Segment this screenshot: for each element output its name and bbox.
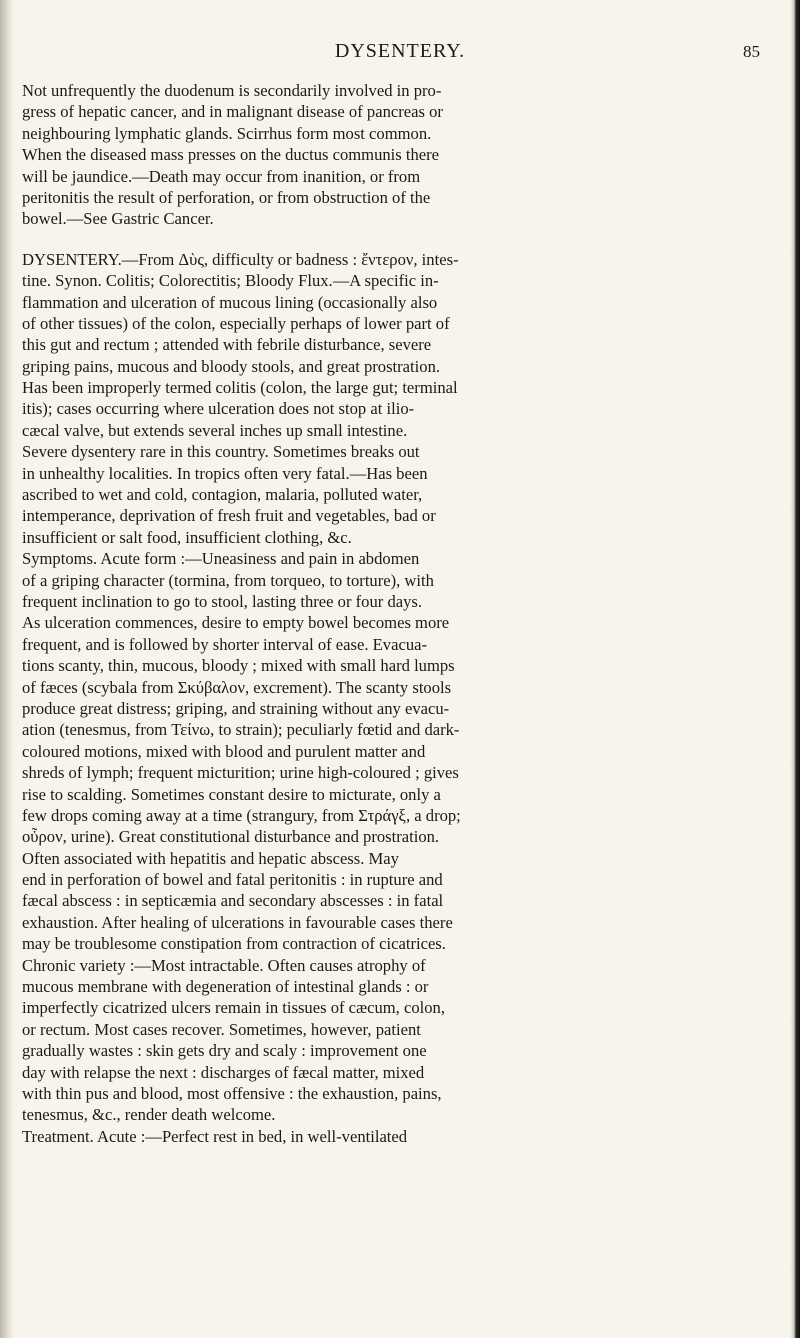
text-line: fæcal abscess : in septicæmia and secondary abscesses : in fatal	[22, 891, 444, 911]
text-line: shreds of lymph; frequent micturition; urine high-coloured ; gives	[22, 763, 459, 783]
page-edge-shadow	[790, 0, 800, 1338]
text-line: few drops coming away at a time (strangury, from Στράγξ, a drop;	[22, 805, 461, 825]
text-line: gress of hepatic cancer, and in malignant disease of pancreas or	[22, 102, 443, 122]
text-line: Symptoms. Acute form :—Uneasiness and pain in abdomen	[22, 549, 420, 569]
text-line: in unhealthy localities. In tropics often very fatal.—Has been	[22, 463, 428, 483]
text-line: with thin pus and blood, most offensive : the exhaustion, pains,	[22, 1083, 442, 1103]
text-line: DYSENTERY.—From Δὺς, difficulty or badness : ἔντερον, intes-	[22, 249, 459, 269]
page-number: 85	[743, 42, 760, 61]
text-line: gradually wastes : skin gets dry and scaly : improvement one	[22, 1041, 427, 1061]
text-line: or rectum. Most cases recover. Sometimes, however, patient	[22, 1019, 421, 1039]
text-line: insufficient or salt food, insufficient clothing, &c.	[22, 527, 352, 547]
text-line: As ulceration commences, desire to empty bowel becomes more	[22, 613, 450, 633]
page-header	[40, 40, 760, 70]
text-line: cæcal valve, but extends several inches up small intestine.	[22, 420, 408, 440]
text-line: Often associated with hepatitis and hepatic abscess. May	[22, 848, 399, 868]
running-title: DYSENTERY.	[334, 40, 466, 62]
text-line: Severe dysentery rare in this country. Sometimes breaks out	[22, 442, 420, 462]
text-line: of other tissues) of the colon, especially perhaps of lower part of	[22, 313, 450, 333]
text-line: ascribed to wet and cold, contagion, malaria, polluted water,	[22, 485, 423, 505]
text-line: frequent inclination to go to stool, lasting three or four days.	[22, 591, 423, 611]
text-line: will be jaundice.—Death may occur from inanition, or from	[22, 166, 421, 186]
text-line: ation (tenesmus, from Τείνω, to strain); peculiarly fœtid and dark-	[22, 720, 460, 740]
text-line: tine. Synon. Colitis; Colorectitis; Bloody Flux.—A specific in-	[22, 271, 439, 291]
text-line: this gut and rectum ; attended with febrile disturbance, severe	[22, 335, 432, 355]
text-line: Chronic variety :—Most intractable. Often causes atrophy of	[22, 955, 426, 975]
body-text	[22, 80, 772, 1147]
text-line: mucous membrane with degeneration of intestinal glands : or	[22, 977, 429, 997]
text-line: produce great distress; griping, and straining without any evacu-	[22, 698, 450, 718]
paragraph-gap	[22, 230, 772, 249]
text-line: griping pains, mucous and bloody stools, and great prostration.	[22, 356, 441, 376]
text-line: Not unfrequently the duodenum is secondarily involved in pro-	[22, 81, 442, 100]
text-line: tenesmus, &c., render death welcome.	[22, 1105, 276, 1125]
text-line: imperfectly cicatrized ulcers remain in tissues of cæcum, colon,	[22, 998, 445, 1018]
text-line: Has been improperly termed colitis (colon, the large gut; terminal	[22, 378, 458, 398]
text-line: coloured motions, mixed with blood and purulent matter and	[22, 741, 426, 761]
text-line: day with relapse the next : discharges of fæcal matter, mixed	[22, 1062, 425, 1082]
text-line: rise to scalding. Sometimes constant desire to micturate, only a	[22, 784, 441, 804]
text-line: neighbouring lymphatic glands. Scirrhus form most common.	[22, 123, 432, 143]
text-line: When the diseased mass presses on the ductus communis there	[22, 145, 440, 165]
text-line: bowel.—See Gastric Cancer.	[22, 209, 214, 229]
text-line: may be troublesome constipation from contraction of cicatrices.	[22, 934, 446, 954]
text-line: of fæces (scybala from Σκύβαλον, excrement). The scanty stools	[22, 677, 452, 697]
text-line: οὖρον, urine). Great constitutional disturbance and prostration.	[22, 827, 440, 847]
text-line: tions scanty, thin, mucous, bloody ; mixed with small hard lumps	[22, 656, 455, 676]
text-line: end in perforation of bowel and fatal peritonitis : in rupture and	[22, 870, 443, 890]
text-line: Treatment. Acute :—Perfect rest in bed, in well-ventilated	[22, 1126, 408, 1146]
text-line: itis); cases occurring where ulceration does not stop at ilio-	[22, 399, 415, 419]
text-line: flammation and ulceration of mucous lining (occasionally also	[22, 292, 438, 312]
text-line: intemperance, deprivation of fresh fruit and vegetables, bad or	[22, 506, 436, 526]
text-line: exhaustion. After healing of ulcerations in favourable cases there	[22, 912, 453, 932]
page-binding-shadow	[0, 0, 14, 1338]
text-line: peritonitis the result of perforation, or from obstruction of the	[22, 187, 431, 207]
text-line: of a griping character (tormina, from torqueo, to torture), with	[22, 570, 434, 590]
text-line: frequent, and is followed by shorter interval of ease. Evacua-	[22, 634, 428, 654]
